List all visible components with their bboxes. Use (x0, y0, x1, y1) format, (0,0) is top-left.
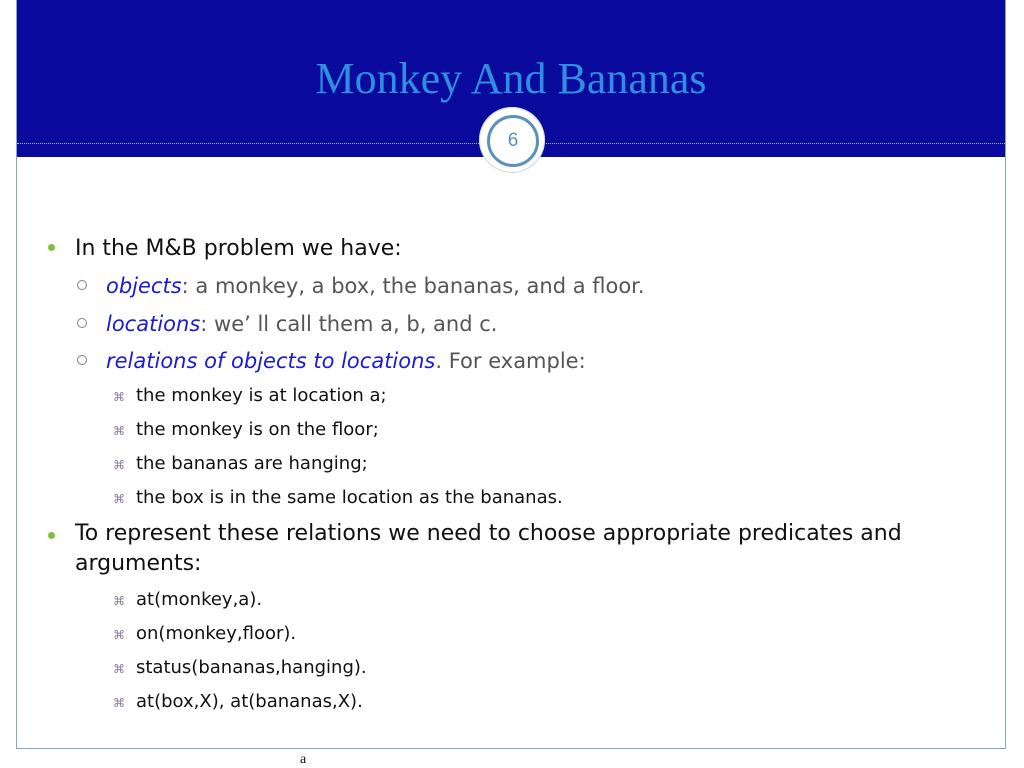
example-item: the bananas are hanging; (136, 453, 368, 474)
circle-bullet-icon (77, 318, 87, 328)
page-number-badge (479, 107, 545, 173)
predicate-item: at(monkey,a). (136, 589, 263, 610)
slide-title: Monkey And Bananas (315, 54, 707, 103)
x-bullet-icon: ⌘ (113, 424, 125, 438)
example-item: the monkey is on the floor; (136, 419, 379, 440)
bullet-represent-line1: To represent these relations we need to choose appropriate predicates and (75, 521, 902, 546)
sub-bullet-objects (106, 273, 645, 299)
term-objects: objects (106, 274, 182, 298)
bullet-dot-icon (48, 532, 55, 539)
objects-description: : a monkey, a box, the bananas, and a floor. (181, 274, 645, 298)
x-bullet-icon: ⌘ (113, 628, 125, 642)
example-item: the box is in the same location as the bananas. (136, 487, 563, 508)
slide-footer: a (300, 752, 307, 767)
bullet-represent-line2: arguments: (75, 551, 202, 576)
x-bullet-icon: ⌘ (113, 458, 125, 472)
x-bullet-icon: ⌘ (113, 492, 125, 506)
predicate-item: at(box,X), at(bananas,X). (136, 691, 363, 712)
bullet-dot-icon (48, 244, 55, 251)
term-relations: relations of objects to locations (106, 349, 436, 373)
x-bullet-icon: ⌘ (113, 390, 125, 404)
circle-bullet-icon (77, 355, 87, 365)
x-bullet-icon: ⌘ (113, 696, 125, 710)
page-number: 6 (507, 130, 519, 151)
predicate-item: on(monkey,floor). (136, 623, 297, 644)
term-locations: locations (106, 312, 201, 336)
predicate-item: status(bananas,hanging). (136, 657, 367, 678)
sub-bullet-locations (106, 311, 497, 337)
example-item: the monkey is at location a; (136, 385, 387, 406)
sub-bullet-relations (106, 348, 586, 374)
x-bullet-icon: ⌘ (113, 662, 125, 676)
relations-description: . For example: (435, 349, 586, 373)
bullet-mb-problem: In the M&B problem we have: (75, 236, 402, 261)
x-bullet-icon: ⌘ (113, 594, 125, 608)
locations-description: : we’ ll call them a, b, and c. (200, 312, 498, 336)
circle-bullet-icon (77, 280, 87, 290)
